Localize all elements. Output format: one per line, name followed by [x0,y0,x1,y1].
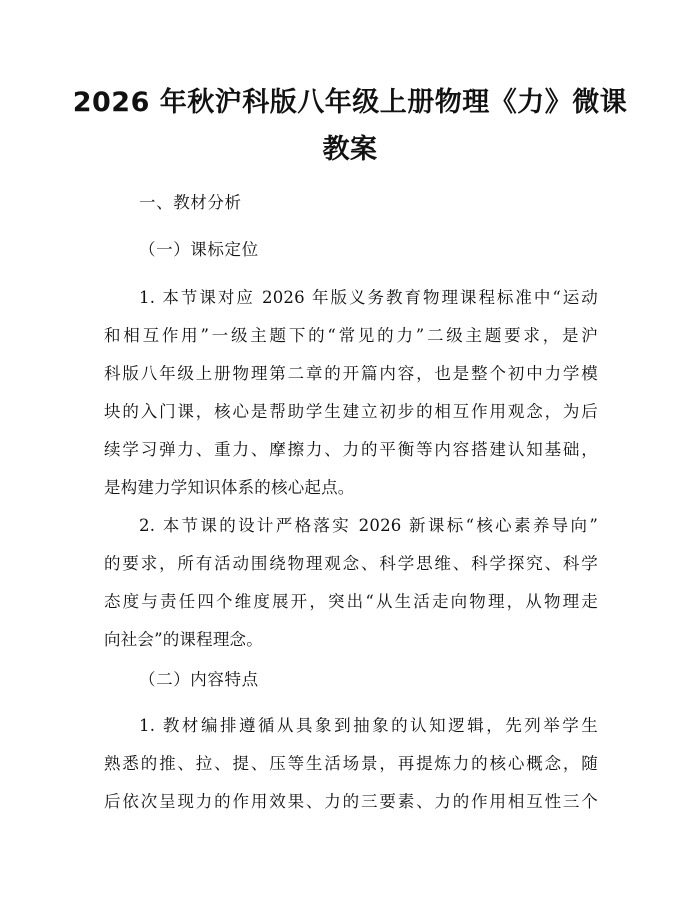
paragraph-1-line-2: 和相互作用”一级主题下的“常见的力”二级主题要求，是沪 [104,326,598,345]
paragraph-2-line-1: 2. 本节课的设计严格落实 2026 新课标“核心素养导向” [139,516,598,535]
paragraph-2-line-4: 向社会”的课程理念。 [104,630,263,649]
paragraph-1-line-4: 块的入门课，核心是帮助学生建立初步的相互作用观念，为后 [104,402,598,421]
subsection-heading-2: （二）内容特点 [139,670,259,689]
paragraph-1-line-6: 是构建力学知识体系的核心起点。 [104,478,355,497]
paragraph-2-line-3: 态度与责任四个维度展开，突出“从生活走向物理，从物理走 [104,592,598,611]
paragraph-2-line-2: 的要求，所有活动围绕物理观念、科学思维、科学探究、科学 [104,554,598,573]
paragraph-1-line-1: 1. 本节课对应 2026 年版义务教育物理课程标准中“运动 [139,288,598,307]
subsection-heading-1: （一）课标定位 [139,240,259,259]
paragraph-3-line-3: 后依次呈现力的作用效果、力的三要素、力的作用相互性三个 [104,792,598,811]
document-title-line-1: 2026 年秋沪科版八年级上册物理《力》微课 [72,87,628,118]
document-title-line-2: 教案 [322,134,378,165]
section-heading: 一、教材分析 [139,193,242,212]
paragraph-3-line-2: 熟悉的推、拉、提、压等生活场景，再提炼力的核心概念，随 [104,754,598,773]
paragraph-3-line-1: 1. 教材编排遵循从具象到抽象的认知逻辑，先列举学生 [139,716,598,735]
paragraph-1-line-3: 科版八年级上册物理第二章的开篇内容，也是整个初中力学模 [104,364,598,383]
paragraph-1-line-5: 续学习弹力、重力、摩擦力、力的平衡等内容搭建认知基础， [104,440,598,459]
